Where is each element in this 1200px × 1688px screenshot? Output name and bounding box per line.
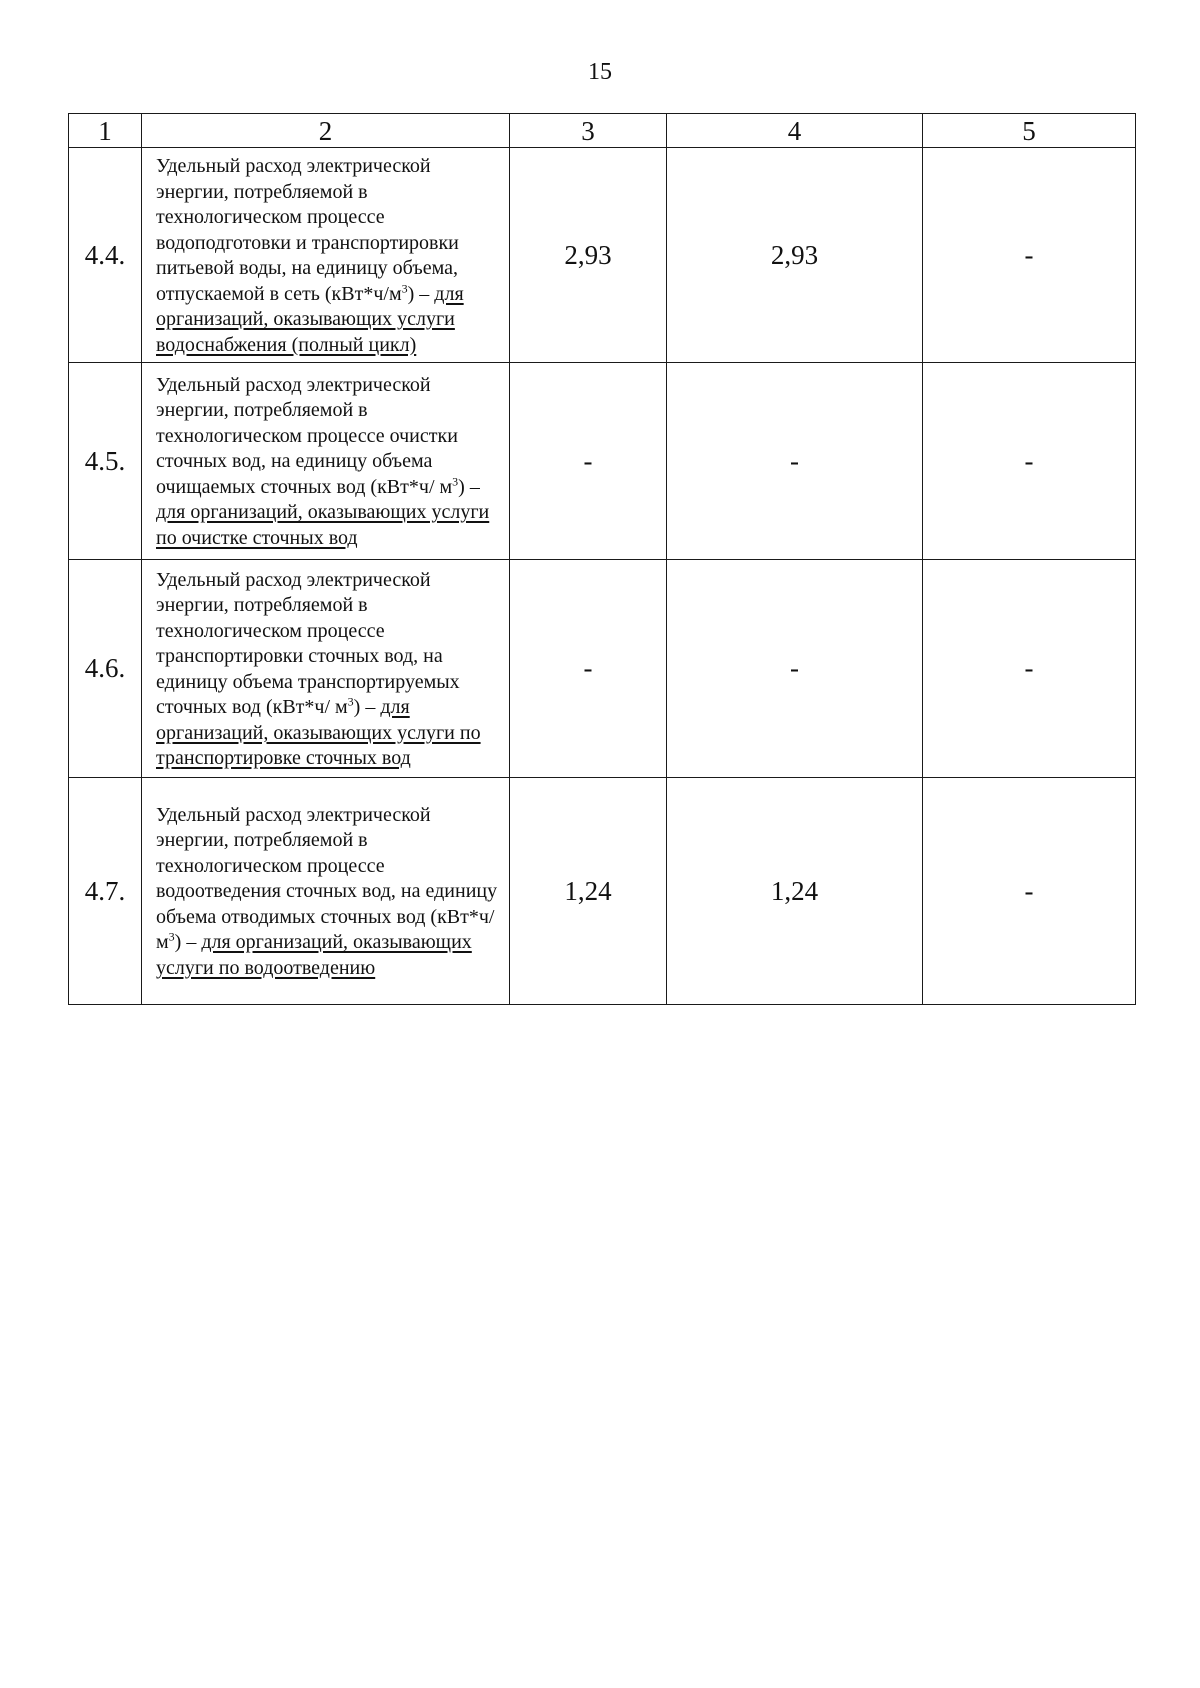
superscript: 3: [452, 474, 459, 489]
row-description: [142, 363, 510, 560]
indicators-table: [68, 113, 1136, 1005]
description-underlined-text: для организаций, оказывающих услуги по транспортировке сточных вод: [156, 696, 481, 769]
row-description: [142, 778, 510, 1005]
value-col5: -: [923, 560, 1136, 778]
description-text: Удельный расход электрической энергии, потребляемой в технологическом процессе водоотведения сточных вод, на единицу объема отводимых сточных вод (кВт*ч/ м: [156, 803, 498, 954]
value-col4: -: [667, 363, 923, 560]
row-number: 4.4.: [69, 148, 142, 363]
description-text: ) –: [353, 696, 381, 718]
value-col5: -: [923, 778, 1136, 1005]
value-col4: 1,24: [667, 778, 923, 1005]
row-number: 4.5.: [69, 363, 142, 560]
header-cell-2: 2: [142, 114, 510, 148]
row-description: [142, 560, 510, 778]
description-text: Удельный расход электрической энергии, потребляемой в технологическом процессе очистки сточных вод, на единицу объема очищаемых сточных вод (кВт*ч/ м: [156, 373, 458, 498]
value-col5: -: [923, 363, 1136, 560]
value-col5: -: [923, 148, 1136, 363]
table-row: [69, 560, 1136, 778]
table-row: [69, 778, 1136, 1005]
value-col3: 2,93: [510, 148, 667, 363]
value-col4: -: [667, 560, 923, 778]
header-cell-5: 5: [923, 114, 1136, 148]
table-row: [69, 363, 1136, 560]
description-text: Удельный расход электрической энергии, потребляемой в технологическом процессе транспортировки сточных вод, на единицу объема транспортируемых сточных вод (кВт*ч/ м: [156, 568, 460, 718]
row-number: 4.6.: [69, 560, 142, 778]
value-col3: -: [510, 363, 667, 560]
header-cell-3: 3: [510, 114, 667, 148]
table-row: [69, 148, 1136, 363]
description-text: Удельный расход электрической энергии, потребляемой в технологическом процессе водоподготовки и транспортировки питьевой воды, на единицу объема, отпускаемой в сеть (кВт*ч/м: [156, 155, 459, 305]
value-col3: 1,24: [510, 778, 667, 1005]
header-cell-1: 1: [69, 114, 142, 148]
page-number: 15: [588, 59, 612, 85]
description-text: ) –: [407, 282, 435, 305]
value-col4: 2,93: [667, 148, 923, 363]
superscript: 3: [347, 694, 354, 709]
value-col3: -: [510, 560, 667, 778]
row-description: [142, 148, 510, 363]
description-underlined-text: для организаций, оказывающих услуги водоснабжения (полный цикл): [156, 282, 464, 356]
description-text: ) –: [174, 931, 202, 954]
superscript: 3: [168, 929, 175, 944]
description-underlined-text: для организаций, оказывающих услуги по очистке сточных вод: [156, 501, 490, 549]
description-underlined-text: для организаций, оказывающих услуги по водоотведению: [156, 931, 472, 979]
header-cell-4: 4: [667, 114, 923, 148]
table-header-row: [69, 114, 1136, 148]
description-text: ) –: [458, 475, 480, 498]
superscript: 3: [401, 280, 408, 295]
row-number: 4.7.: [69, 778, 142, 1005]
